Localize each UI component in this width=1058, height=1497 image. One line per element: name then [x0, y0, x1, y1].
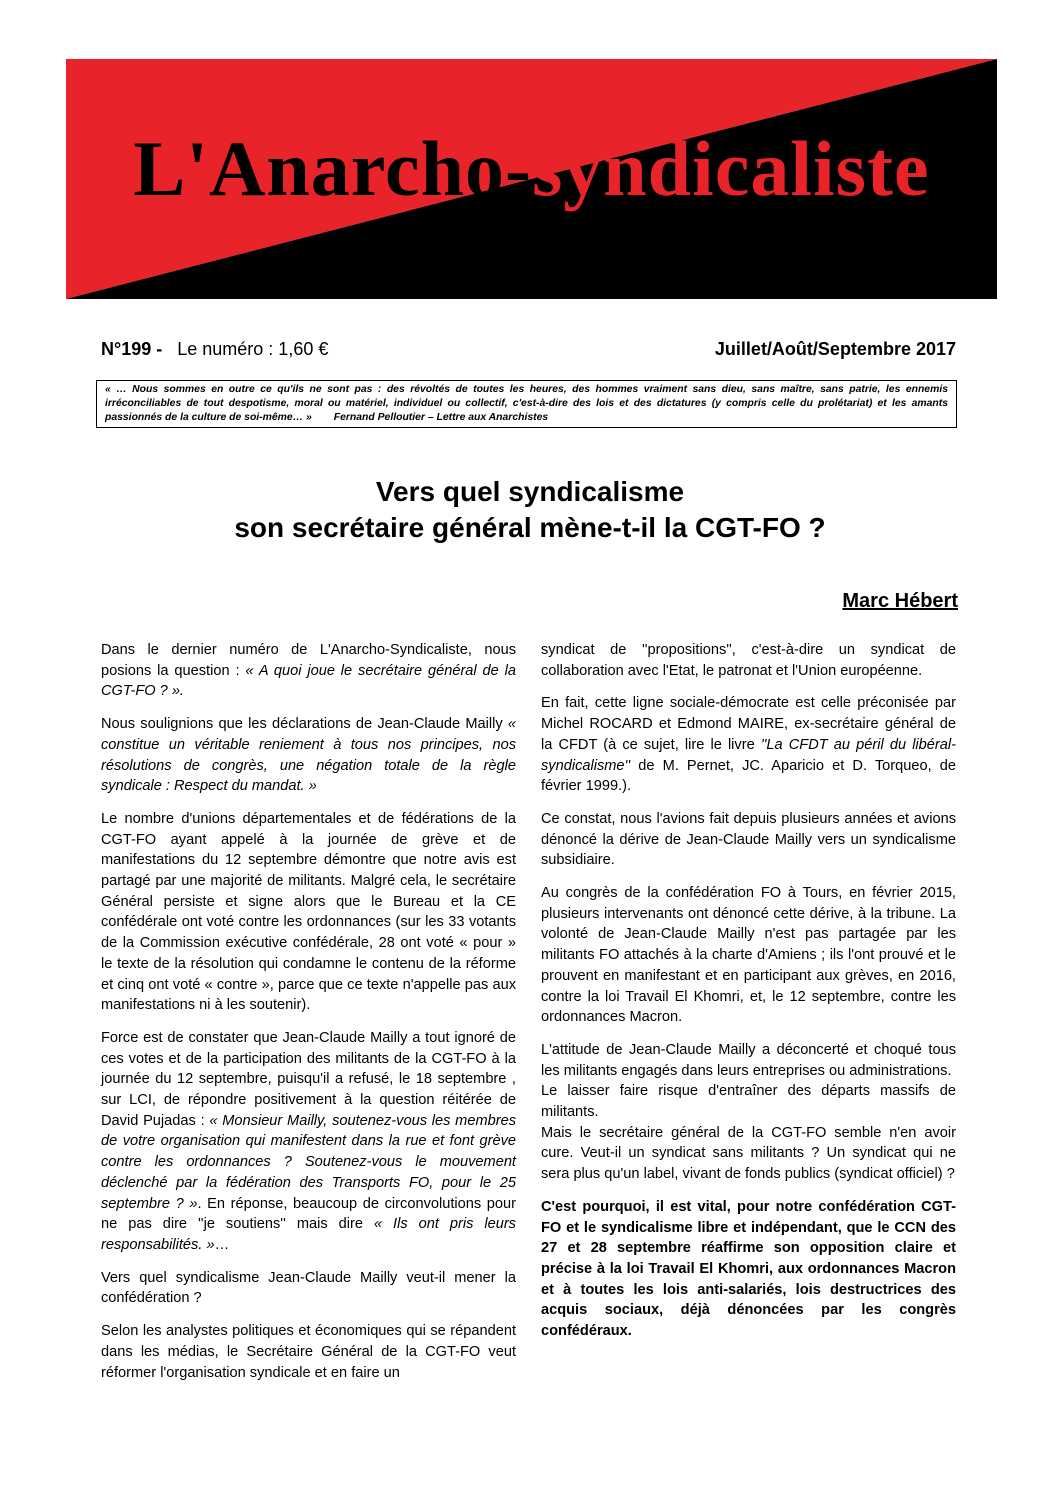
quote-text: « … Nous sommes en outre ce qu'ils ne sont pas : des révoltés de toutes les heures, des hommes vraiment sans dieu, sans maître, sans patrie, les ennemis irréconciliables de tout despotisme, moral ou matériel, individuel ou collectif, c'est-à-dire des lois et des dictatures (y compris celle du prolétariat) et les amants passionnés de la culture de soi-même… » — [105, 384, 948, 423]
paragraph-text: de M. Pernet, JC. Aparicio et D. Torqueo, de février 1999.). — [541, 757, 956, 795]
paragraph-text: Mais le secrétaire général de la CGT-FO semble n'en avoir cure. Veut-il un syndicat sans militants ? Un syndicat qui ne sera plus qu'un label, vivant de fonds publics (syndicat officiel) ? — [541, 1124, 956, 1183]
paragraph-quote: « Monsieur Mailly, soutenez-vous les membres de votre organisation qui manifestent dans la rue et font grève contre les ordonnances ? Soutenez-vous le mouvement déclenché par la fédération des Transports FO, pour le 25 septembre ? » — [101, 1112, 516, 1212]
paragraph-quote: « constitue un véritable reniement à tous nos principes, nos résolutions de congrès, une négation totale de la règle syndicale : Respect du mandat. » — [101, 716, 516, 795]
masthead-title-part1: L'Anarcho- — [133, 125, 532, 212]
issue-price: Le numéro : 1,60 € — [177, 339, 329, 359]
paragraph-quote: « Ils ont pris leurs responsabilités. » — [101, 1216, 516, 1253]
paragraph-text: Force est de constater que Jean-Claude Mailly a tout ignoré de ces votes et de la participation des militants de la CGT-FO à la journée du 12 septembre, puisqu'il a refusé, le 18 septembre , sur LCI, de répondre positivement à la question réitérée de David Pujadas : — [101, 1029, 516, 1129]
paragraph-text: Nous soulignions que les déclarations de Jean-Claude Mailly — [101, 716, 508, 733]
article-author: Marc Hébert — [842, 590, 958, 612]
paragraph: Ce constat, nous l'avions fait depuis plusieurs années et avions dénoncé la dérive de Jean-Claude Mailly vers un syndicalisme subsidiaire. — [541, 810, 956, 869]
masthead — [66, 59, 997, 299]
paragraph: Selon les analystes politiques et économiques qui se répandent dans les médias, le Secrétaire Général de la CGT-FO veut réformer l'organisation syndicale et en faire un — [101, 1323, 516, 1381]
headline-line2: son secrétaire général mène-t-il la CGT-FO ? — [234, 512, 826, 543]
headline-line1: Vers quel syndicalisme — [375, 476, 685, 507]
paragraph — [541, 1040, 956, 1185]
paragraph — [101, 640, 516, 702]
article-column-right — [541, 640, 956, 1354]
paragraph-text: Le laisser faire risque d'entraîner des départs massifs de militants. — [541, 1083, 956, 1121]
paragraph-text: Dans le dernier numéro de L'Anarcho-Syndicaliste, nous posions la question : — [101, 642, 516, 679]
paragraph-quote: « A quoi joue le secrétaire général de la CGT-FO ? ». — [101, 662, 516, 700]
masthead-title — [66, 119, 997, 219]
paragraph: Vers quel syndicalisme Jean-Claude Mailly veut-il mener la confédération ? — [101, 1269, 516, 1307]
quote-author: Fernand Pelloutier – Lettre aux Anarchistes — [333, 412, 549, 423]
paragraph: Le nombre d'unions départementales et de fédérations de la CGT-FO ayant appelé à la journée de grève et de manifestations du 12 septembre démontre que notre avis est partagé par une majorité de militants. Malgré cela, le secrétaire Général persiste et signe alors que le Bureau et la CE confédérale ont voté contre les ordonnances (sur les 33 votants de la Commission exécutive confédérale, 28 ont voté « pour » le texte de la résolution qui condamne le contenu de la réforme et cinq ont voté « contre », parce que ce texte n'appelle pas aux manifestations ni à les soutenir). — [101, 810, 516, 1014]
book-title: ''La CFDT au péril du libéral-syndicalisme'' — [541, 736, 956, 774]
article-headline — [60, 474, 1000, 546]
paragraph: syndicat de ''propositions'', c'est-à-dire un syndicat de collaboration avec l'Etat, le patronat et l'Union européenne. — [541, 642, 956, 679]
paragraph-text: En fait, cette ligne sociale-démocrate est celle préconisée par Michel ROCARD et Edmond MAIRE, ex-secrétaire général de la CFDT (à ce sujet, lire le livre — [541, 695, 956, 753]
paragraph-conclusion: C'est pourquoi, il est vital, pour notre confédération CGT-FO et le syndicalisme libre et indépendant, que le CCN des 27 et 28 septembre réaffirme son opposition claire et précise à la loi Travail El Khomri, aux ordonnances Macron et à toutes les lois anti-salariés, lois destructrices des acquis sociaux, déjà dénoncées par les congrès confédéraux. — [541, 1198, 956, 1340]
paragraph-text: L'attitude de Jean-Claude Mailly a déconcerté et choqué tous les militants engagés dans leurs entreprises ou administrations. — [541, 1041, 956, 1079]
paragraph-text: … — [214, 1236, 230, 1253]
paragraph: Au congrès de la confédération FO à Tours, en février 2015, plusieurs intervenants ont dénoncé cette dérive, à la tribune. La volonté de Jean-Claude Mailly n'est pas partagée par les militants FO attachés à la charte d'Amiens ; ils l'ont prouvé et le prouvent en manifestant et en participant aux grèves, en 2016, contre la loi Travail El Khomri, et, le 12 septembre, contre les ordonnances Macron. — [541, 885, 956, 1026]
issue-number: N°199 - — [101, 339, 163, 359]
epigraph-quote — [96, 380, 957, 428]
paragraph — [101, 1028, 516, 1256]
issue-date: Juillet/Août/Septembre 2017 — [714, 339, 956, 359]
paragraph-text: . En réponse, beaucoup de circonvolutions pour ne pas dire ''je soutiens'' mais dire — [101, 1195, 517, 1233]
issue-info — [101, 339, 328, 360]
issue-line — [101, 339, 956, 363]
paragraph — [541, 693, 956, 797]
paragraph — [101, 714, 516, 797]
article-column-left — [101, 640, 516, 1395]
masthead-title-part2: syndicaliste — [531, 125, 930, 212]
